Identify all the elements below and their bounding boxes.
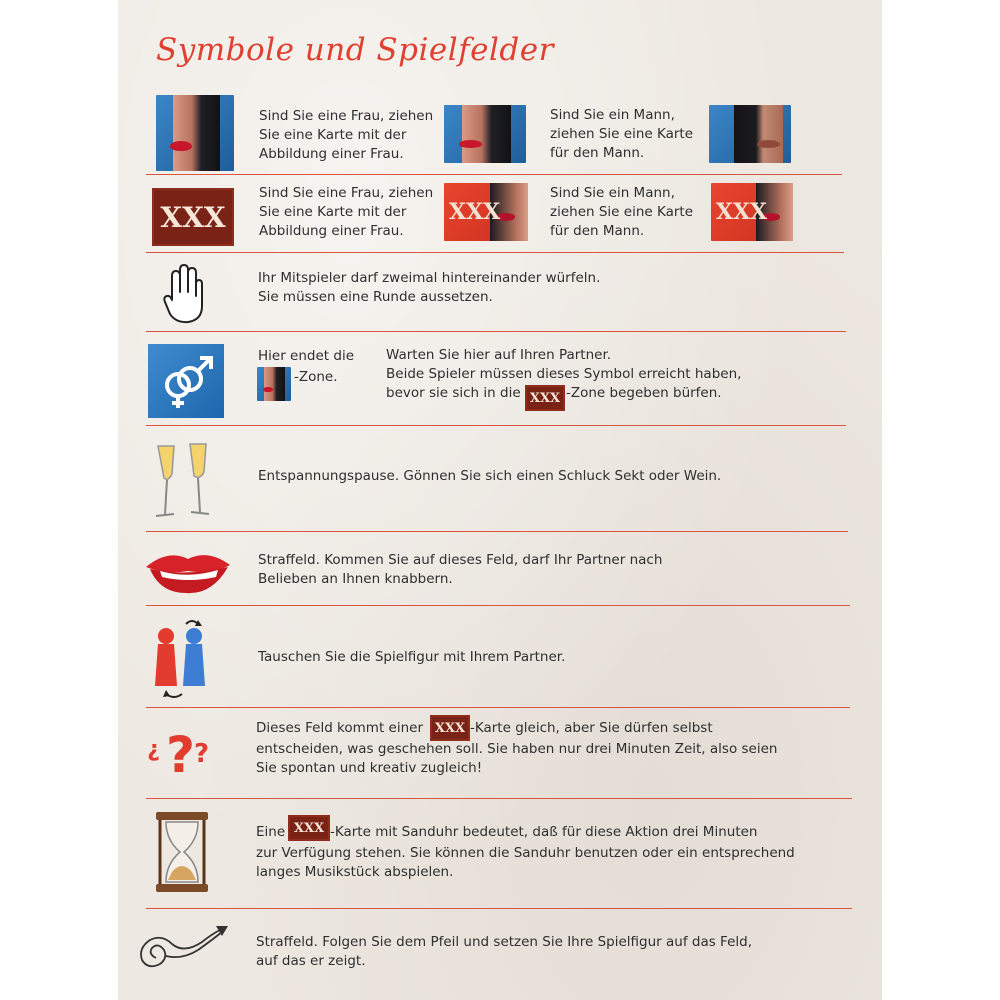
divider <box>146 798 852 799</box>
hand-text: Ihr Mitspieler darf zweimal hintereinander würfeln. Sie müssen eine Runde aussetzen. <box>258 270 601 305</box>
woman-card-image <box>156 95 234 171</box>
xxx-badge: XXX <box>152 188 234 246</box>
gender-right-text-2: bevor sie sich in die <box>386 385 521 401</box>
biting-lips-icon <box>142 545 234 597</box>
divider <box>146 331 846 332</box>
raised-hand-icon <box>162 262 206 326</box>
question-text-2: -Karte gleich, aber Sie dürfen selbst <box>470 720 713 736</box>
divider <box>146 908 852 909</box>
xxx-woman-text: Sind Sie eine Frau, ziehen Sie eine Karte mit der Abbildung einer Frau. <box>259 185 434 239</box>
gender-right-text-3: -Zone begeben bürfen. <box>566 385 722 401</box>
glasses-text: Entspannungspause. Gönnen Sie sich einen Schluck Sekt oder Wein. <box>258 468 722 484</box>
divider <box>146 531 848 532</box>
xxx-badge-inline: XXX <box>525 385 565 411</box>
question-marks-icon <box>138 720 224 786</box>
question-text-1: Dieses Feld kommt einer <box>256 720 424 736</box>
xxx-man-text: Sind Sie ein Mann, ziehen Sie eine Karte für den Mann. <box>550 185 694 239</box>
rules-page <box>118 0 882 1000</box>
pawns-text: Tauschen Sie die Spielfigur mit Ihrem Partner. <box>258 649 566 665</box>
swap-pawns-icon <box>146 616 218 700</box>
svg-text:?: ? <box>147 738 160 763</box>
champagne-glasses-icon <box>152 438 214 522</box>
xxx-badge-inline: XXX <box>430 715 470 741</box>
gender-right-text-1: Warten Sie hier auf Ihren Partner. Beide Spieler müssen dieses Symbol erreicht haben, <box>386 347 742 382</box>
arrow-text: Straffeld. Folgen Sie dem Pfeil und setzen Sie Ihre Spielfigur auf das Feld, auf das er zeigt. <box>256 934 752 969</box>
woman-card-text: Sind Sie eine Frau, ziehen Sie eine Karte mit der Abbildung einer Frau. <box>259 108 434 162</box>
page-title: Symbole und Spielfelder <box>156 32 554 68</box>
hourglass-text-3: zur Verfügung stehen. Sie können die Sanduhr benutzen oder ein entsprechend langes Musikstück abspielen. <box>256 845 795 880</box>
gender-left-text-2: -Zone. <box>294 369 338 385</box>
divider <box>146 707 850 708</box>
man-card-image <box>709 105 791 163</box>
xxx-badge-inline: XXX <box>288 815 330 841</box>
spiral-arrow-icon <box>136 920 232 976</box>
gender-left-text-1: Hier endet die <box>258 348 354 364</box>
hourglass-icon <box>154 810 210 894</box>
svg-text:?: ? <box>194 739 210 769</box>
divider <box>146 605 850 606</box>
small-woman-card-image <box>257 367 291 401</box>
divider <box>146 174 842 175</box>
xxx-woman-card-image: XXX <box>444 183 528 241</box>
question-text-3: entscheiden, was geschehen soll. Sie haben nur drei Minuten Zeit, also seien Sie spontan und kreativ zugleich! <box>256 741 778 776</box>
man-card-text: Sind Sie ein Mann, ziehen Sie eine Karte für den Mann. <box>550 107 694 161</box>
lips-text: Straffeld. Kommen Sie auf dieses Feld, darf Ihr Partner nach Belieben an Ihnen knabbern. <box>258 552 663 587</box>
svg-text:?: ? <box>166 726 196 784</box>
xxx-man-card-image: XXX <box>711 183 793 241</box>
gender-symbols-icon <box>148 344 224 418</box>
woman-card-small-image <box>444 105 526 163</box>
divider <box>146 252 844 253</box>
hourglass-text-2: -Karte mit Sanduhr bedeutet, daß für diese Aktion drei Minuten <box>330 824 758 840</box>
divider <box>146 425 846 426</box>
hourglass-text-1: Eine <box>256 824 286 840</box>
